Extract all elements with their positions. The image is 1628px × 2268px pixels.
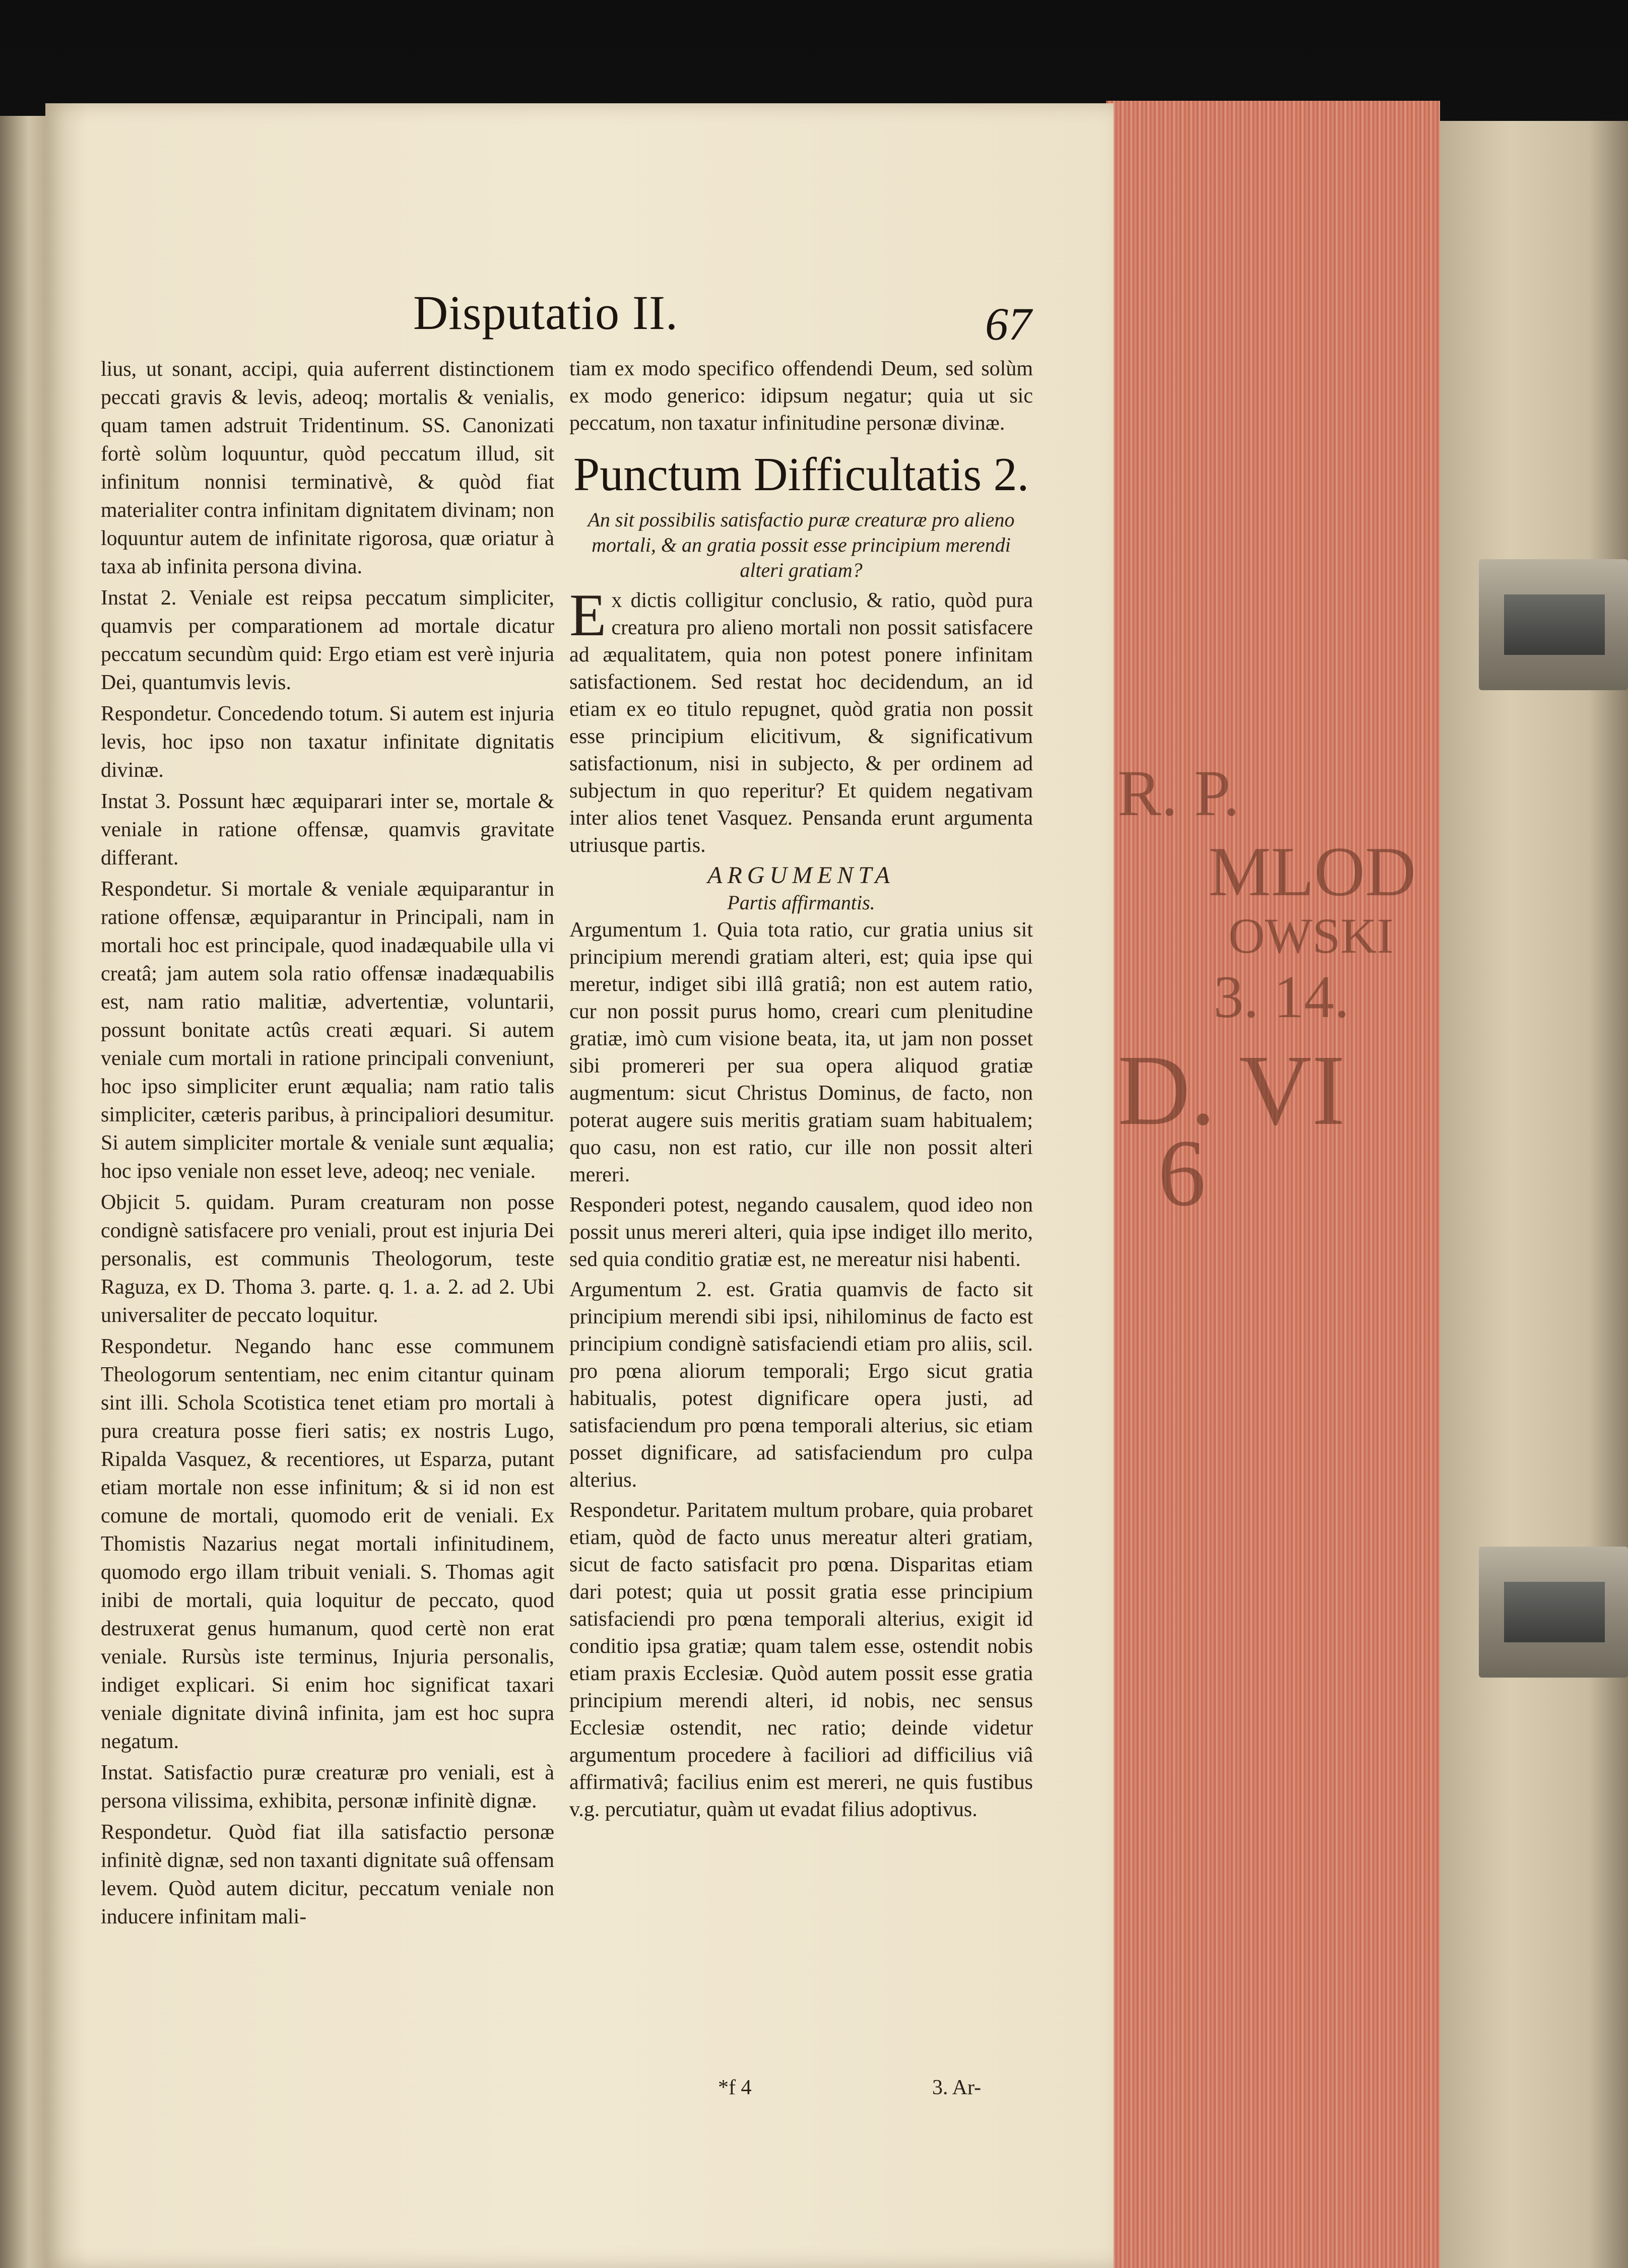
paragraph: Instat 3. Possunt hæc æquiparari inter se, mortale & veniale in ratione offensæ, quamvis gravitate differant.: [101, 790, 554, 870]
paragraph: Instat 2. Veniale est reipsa peccatum simpliciter, quamvis per comparationem ad mortale dicatur peccatum secundùm quid: Ergo etiam est verè injuria Dei, quantumvis levis.: [101, 586, 554, 694]
signature-mark: *f 4: [718, 2076, 752, 2099]
upper-clasp: [1479, 559, 1628, 690]
paragraph: Argumentum 2. est. Gratia quamvis de facto sit principium merendi sibi ipsi, nihilominus de facto est principium condignè satisfaciendi etiam pro aliis, scil. pro pœna aliorum temporali; Ergo sicut gratia habitualis, potest dignificare opera justi, ad satisfaciendum pro pœna temporali alterius, sic etiam posset dignificare, ad satisfaciendum pro culpa alterius.: [569, 1278, 1033, 1492]
paragraph: Responderi potest, negando causalem, quod ideo non possit unus mereri alteri, quia ipse indiget illo merito, sed quia conditio gratiæ est, ne mereatur nisi habenti.: [569, 1193, 1033, 1271]
section-question: An sit possibilis satisfactio puræ creaturæ pro alieno mortali, & an gratia possit esse principium merendi alteri gratiam?: [588, 508, 1015, 581]
paragraph: Argumentum 1. Quia tota ratio, cur gratia unius sit principium merendi gratiam alteri, est; quia ipse qui meretur, indiget sibi illâ gratiâ; non est autem ratio, cur non possit purus homo, creari cum plenitudine gratiæ, imò cum visione beata, ita, ut jam non posset sibi promereri per sua opera aliquod gratiæ augmentum: sicut Christus Dominus, de facto, non poterat augere suis meritis gratiam suam habitualem; quo casu, non est ratio, cur ille non possit alteri mereri.: [569, 918, 1033, 1186]
right-column: [569, 355, 1033, 1826]
running-head: Disputatio II.: [413, 286, 678, 340]
paragraph: Respondetur. Si mortale & veniale æquiparantur in ratione offensæ, æquiparantur in Principali, nam in mortali hoc est principale, quod inadæquabile ulla vi creatâ; jam autem sola ratio offensæ inadæquabilis est, nam ratio malitiæ, advertentiæ, voluntarii, possunt bonitate actûs creati æquari. Si autem veniale cum mortali in ratione principali conveniunt, hoc ipso simpliciter erunt æqualia; nam ratio talis simpliciter, cæteris paribus, à principaliori desumitur. Si autem simpliciter mortale & veniale sunt æqualia; hoc ipso veniale non esset leve, adeoq; nec veniale.: [101, 878, 554, 1183]
paragraph: Respondetur. Negando hanc esse communem Theologorum sententiam, nec enim citantur quinam sint illi. Schola Scotistica tenet etiam pro mortali à pura creatura posse fieri satis; ex nostris Lugo, Ripalda Vasquez, & recentiores, ut Esparza, putant etiam mortale non esse infinitum; & si id non est comune de mortali, quomodo erit de veniali. Ex Thomistis Nazarius negat mortali infinitudinem, quomodo ergo illam tribuit veniali. S. Thomas agit inibi de mortali, quia loquitur de peccato, quod destruxerat genus humanum, quod certè non erat veniale. Rursùs iste terminus, Injuria personalis, indiget explicari. Si enim hoc significat taxari veniale dignitate divinâ infinita, jam est hoc supra negatum.: [101, 1335, 554, 1753]
paragraph: lius, ut sonant, accipi, quia auferrent distinctionem peccati gravis & levis, adeoq; mortalis & venialis, quam tamen adstruit Tridentinum. SS. Canonizati fortè solùm loquuntur, quòd peccatum illud, sit infinitum nonnisi terminativè, & quòd fiat materialiter contra infinitam dignitatem divinam; non loquuntur autem de infinitate rigorosa, quæ oriatur à taxa ab infinita persona divina.: [101, 358, 554, 578]
page-number: 67: [985, 298, 1031, 350]
left-page-edge: [0, 116, 48, 2268]
stamp-line: 3. 14.: [1213, 963, 1349, 1030]
clasp-metal: [1504, 1582, 1605, 1642]
stamp-line: D. VI: [1118, 1035, 1345, 1146]
paragraph: Respondetur. Quòd fiat illa satisfactio personæ infinitè dignæ, sed non taxanti dignitate suâ offensam levem. Quòd autem dicitur, peccatum veniale non inducere infinitam mali-: [101, 1821, 554, 1928]
stamp-line: 6: [1158, 1120, 1206, 1226]
paragraph: Respondetur. Paritatem multum probare, quia probaret etiam, quòd de facto unus mereatur alteri gratiam, sicut de facto satisfacit pro pœna. Disparitas etiam dari potest; quia ut possit gratia esse principium satisfaciendi pro pœna temporali alterius, exigit id conditio ipsa gratiæ; quam talem esse, ostendit nobis etiam praxis Ecclesiæ. Quòd autem possit esse gratia principium merendi alteri, id nobis, nec sensus Ecclesiæ ostendit, nec ratio; deinde videtur argumentum procedere à faciliori ad difficilius viâ affirmativâ; facilius enim est mereri, ne quis fustibus v.g. percutiatur, quàm ut evadat filius adoptivus.: [569, 1499, 1033, 1821]
clasp-metal: [1504, 594, 1605, 655]
paragraph-text: x dictis colligitur conclusio, & ratio, quòd pura creatura pro alieno mortali non possit satisfacere ad æqualitatem, quia non potest ponere infinitam satisfactionem. Sed restat hoc decidendum, an id etiam ex eo titulo repugnet, quòd gratia non possit esse principium elicitivum, & significativum satisfactionum, nisi in subjecto, & per ordinem ad subjectum in quo reperitur? Et quidem negativam inter alios tenet Vasquez. Pensanda erunt argumenta utriusque partis.: [569, 589, 1033, 857]
argumenta-title: ARGUMENTA: [707, 862, 895, 889]
argumenta-subtitle: Partis affirmantis.: [727, 891, 875, 914]
left-column: [101, 355, 554, 1934]
book-cover: [1431, 121, 1628, 2268]
paragraph: Objicit 5. quidam. Puram creaturam non posse condignè satisfacere pro veniali, prout est injuria Dei personalis, est communis Theologorum, teste Raguza, ex D. Thoma 3. parte. q. 1. a. 2. ad 2. Ubi universaliter de peccato loquitur.: [101, 1191, 554, 1327]
stamp-line: MLOD: [1208, 833, 1416, 911]
section-heading: Punctum Difficultatis 2.: [573, 448, 1029, 501]
paragraph: tiam ex modo specifico offendendi Deum, sed solùm ex modo generico: idipsum negatur; quia ut sic peccatum, non taxatur infinitudine personæ divinæ.: [569, 357, 1033, 435]
stamp-line: R. P.: [1118, 757, 1240, 830]
catchword: 3. Ar-: [932, 2076, 982, 2099]
book-page: [45, 103, 1114, 2268]
red-fore-edge: [1106, 101, 1440, 2268]
drop-cap: E: [569, 581, 607, 648]
paragraph: Instat. Satisfactio puræ creaturæ pro veniali, est à persona vilissima, exhibita, personæ infinitè dignæ.: [101, 1761, 554, 1813]
paragraph: [569, 581, 1033, 859]
paragraph: Respondetur. Concedendo totum. Si autem est injuria levis, hoc ipso non taxatur infinitate dignitatis divinæ.: [101, 702, 554, 782]
stamp-line: OWSKI: [1228, 908, 1394, 964]
lower-clasp: [1479, 1547, 1628, 1678]
